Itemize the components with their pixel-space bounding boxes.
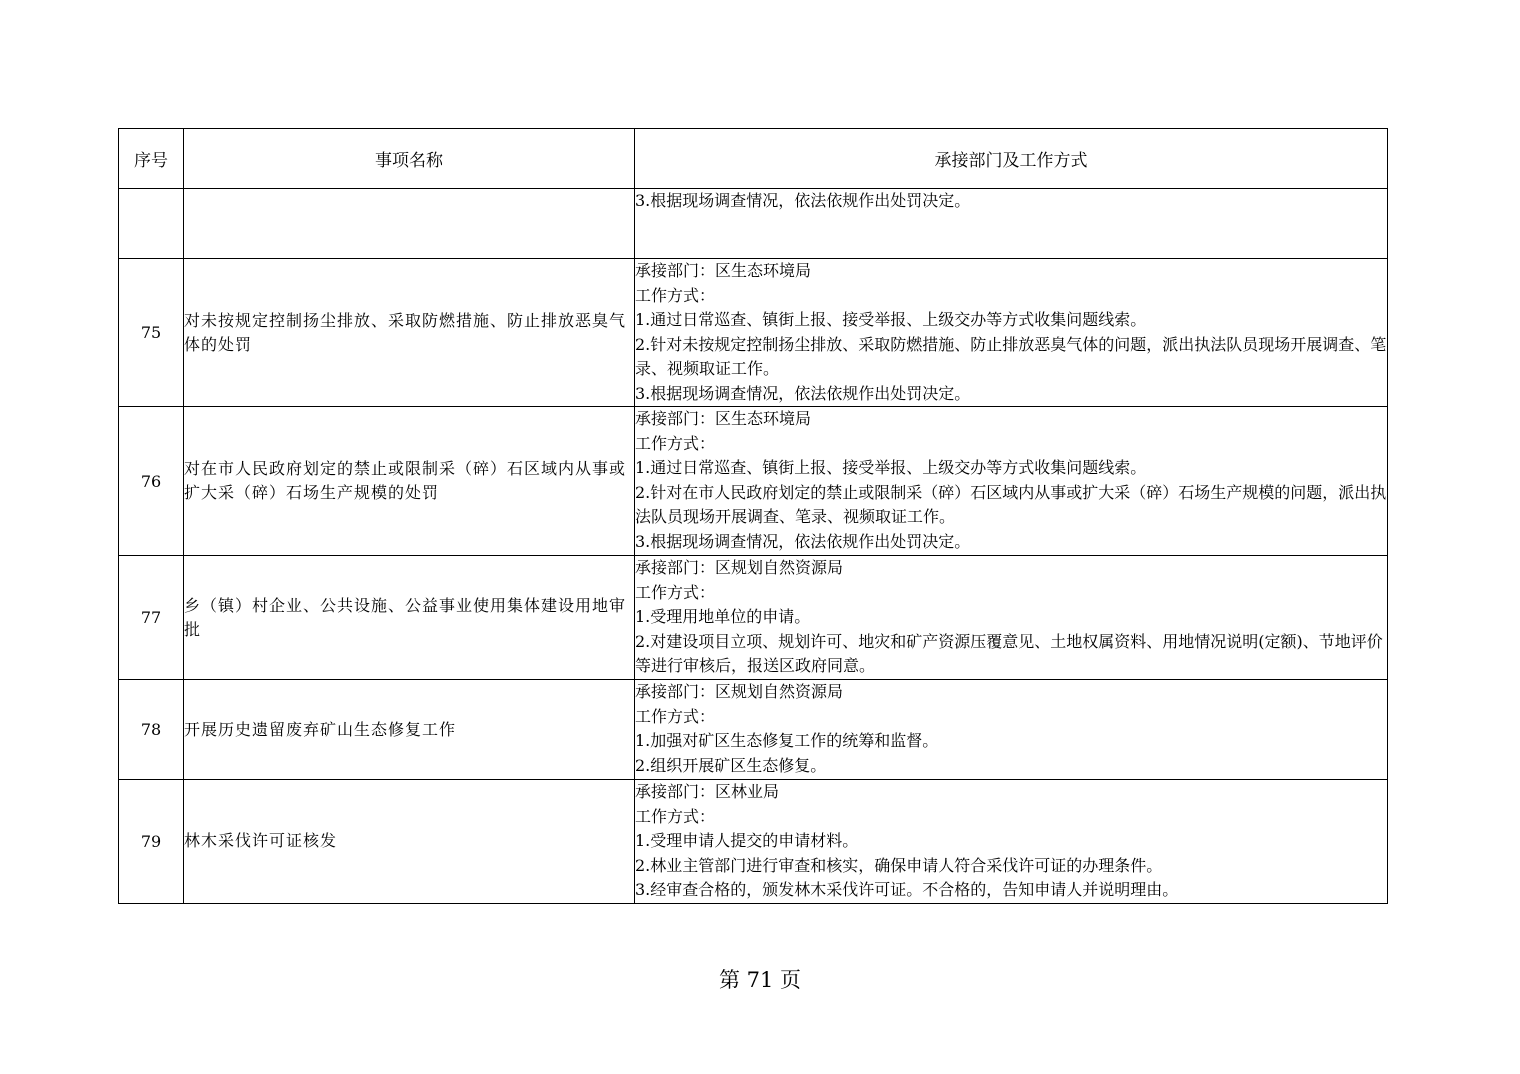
header-serial-number: 序号 [119,129,184,189]
matter-name: 对在市人民政府划定的禁止或限制采（碎）石区域内从事或扩大采（碎）石场生产规模的处罚 [184,407,635,556]
department-method [635,556,1388,680]
method-heading: 工作方式： [635,285,716,305]
department-method [635,259,1388,407]
row-number: 76 [119,407,184,556]
method-line: 2.组织开展矿区生态修复。 [635,755,827,775]
page-number: 第 71 页 [718,968,802,992]
row-number: 78 [119,680,184,780]
method-line: 1.通过日常巡查、镇街上报、接受举报、上级交办等方式收集问题线索。 [635,310,1147,329]
header-matter-name: 事项名称 [184,129,635,189]
department-line: 承接部门：区生态环境局 [635,261,812,280]
method-line: 3.根据现场调查情况，依法依规作出处罚决定。 [635,531,971,551]
method-line: 1.受理用地单位的申请。 [635,607,811,626]
method-line: 3.根据现场调查情况，依法依规作出处罚决定。 [635,383,971,403]
header-department-method: 承接部门及工作方式 [635,129,1388,189]
matter-name [184,189,635,259]
method-line: 2.林业主管部门进行审查和核实，确保申请人符合采伐许可证的办理条件。 [635,855,1163,875]
table-row [119,407,1388,556]
department-line: 承接部门：区规划自然资源局 [635,558,844,577]
matter-name: 开展历史遗留废弃矿山生态修复工作 [184,680,635,780]
matter-name: 林木采伐许可证核发 [184,780,635,904]
row-number: 75 [119,259,184,407]
method-line: 3.根据现场调查情况，依法依规作出处罚决定。 [635,191,971,210]
row-number: 79 [119,780,184,904]
method-line: 2.针对未按规定控制扬尘排放、采取防燃措施、防止排放恶臭气体的问题，派出执法队员现场开展调查、笔录、视频取证工作。 [635,334,1387,378]
department-method [635,680,1388,780]
matters-table [118,128,1388,904]
department-method [635,780,1388,904]
method-line: 3.经审查合格的，颁发林木采伐许可证。不合格的，告知申请人并说明理由。 [635,880,1179,899]
table-row [119,259,1388,407]
department-line: 承接部门：区林业局 [635,782,780,801]
method-line: 1.加强对矿区生态修复工作的统筹和监督。 [635,731,939,750]
table-row [119,556,1388,680]
method-line: 1.通过日常巡查、镇街上报、接受举报、上级交办等方式收集问题线索。 [635,458,1147,477]
table-row [119,189,1388,259]
method-line: 1.受理申请人提交的申请材料。 [635,831,859,850]
department-line: 承接部门：区规划自然资源局 [635,682,844,701]
method-line: 2.对建设项目立项、规划许可、地灾和矿产资源压覆意见、土地权属资料、用地情况说明(定额)、节地评价等进行审核后，报送区政府同意。 [635,631,1383,675]
row-number [119,189,184,259]
matter-name: 对未按规定控制扬尘排放、采取防燃措施、防止排放恶臭气体的处罚 [184,259,635,407]
table-header-row [119,129,1388,189]
matter-name: 乡（镇）村企业、公共设施、公益事业使用集体建设用地审批 [184,556,635,680]
method-heading: 工作方式： [635,433,716,453]
method-heading: 工作方式： [635,582,716,602]
department-method [635,407,1388,556]
department-line: 承接部门：区生态环境局 [635,409,812,428]
method-heading: 工作方式： [635,806,716,826]
method-line: 2.针对在市人民政府划定的禁止或限制采（碎）石区域内从事或扩大采（碎）石场生产规模的问题，派出执法队员现场开展调查、笔录、视频取证工作。 [635,482,1387,526]
table-row [119,680,1388,780]
table-row [119,780,1388,904]
department-method [635,189,1388,259]
method-heading: 工作方式： [635,706,716,726]
row-number: 77 [119,556,184,680]
